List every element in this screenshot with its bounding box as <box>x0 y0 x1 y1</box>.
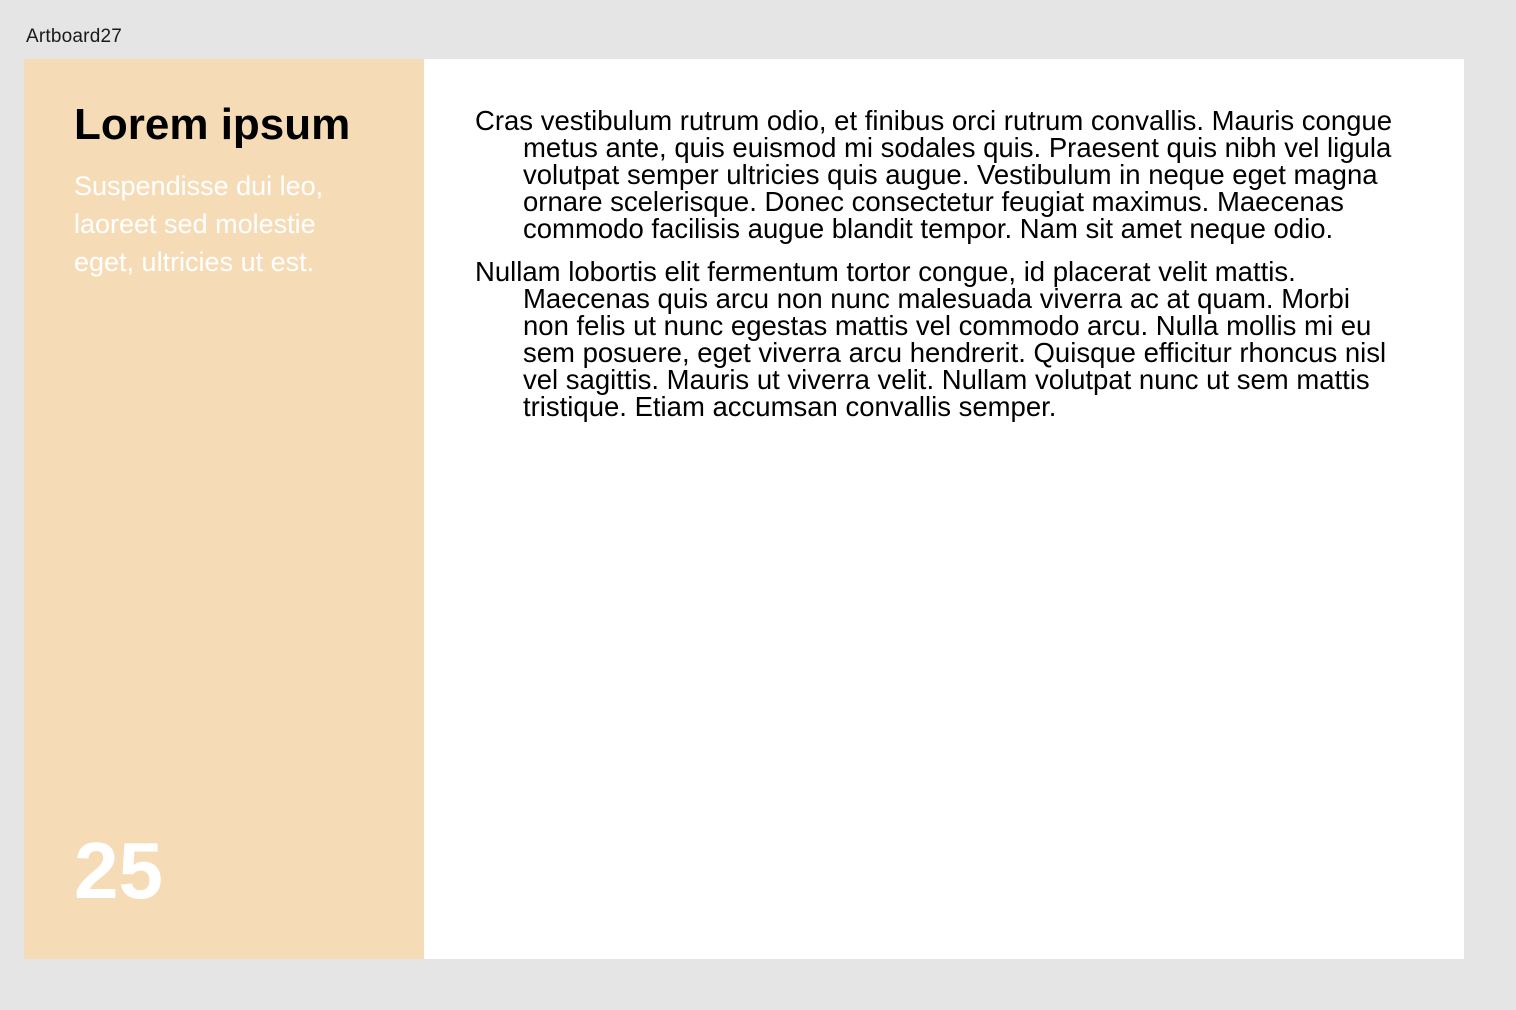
body-paragraph-1: Cras vestibulum rutrum odio, et finibus orci rutrum convallis. Mauris congue metus ante, quis euismod mi sodales quis. Praesent quis nibh vel ligula volutpat semper ultricies quis augue. Vestibulum in neque eget magna ornare scelerisque. Donec consectetur feugiat maximus. Maecenas commodo facilisis augue blandit tempor. Nam sit amet neque odio. <box>475 105 1393 244</box>
sidebar-subtitle: Suspendisse dui leo, laoreet sed molestie eget, ultricies ut est. <box>74 171 324 277</box>
body-paragraph-2: Nullam lobortis elit fermentum tortor congue, id placerat velit mattis. Maecenas quis arcu non nunc malesuada viverra ac at quam. Morbi non felis ut nunc egestas mattis vel commodo arcu. Nulla mollis mi eu sem posuere, eget viverra arcu hendrerit. Quisque efficitur rhoncus nisl vel sagittis. Mauris ut viverra velit. Nullam volutpat nunc ut sem mattis tristique. Etiam accumsan convallis semper. <box>475 256 1387 422</box>
artboard <box>24 59 1464 959</box>
sidebar-title: Lorem ipsum <box>74 100 351 149</box>
sidebar-panel <box>24 59 424 959</box>
page-number: 25 <box>74 826 163 915</box>
artboard-label[interactable]: Artboard27 <box>26 26 123 47</box>
body-content <box>475 107 1395 436</box>
